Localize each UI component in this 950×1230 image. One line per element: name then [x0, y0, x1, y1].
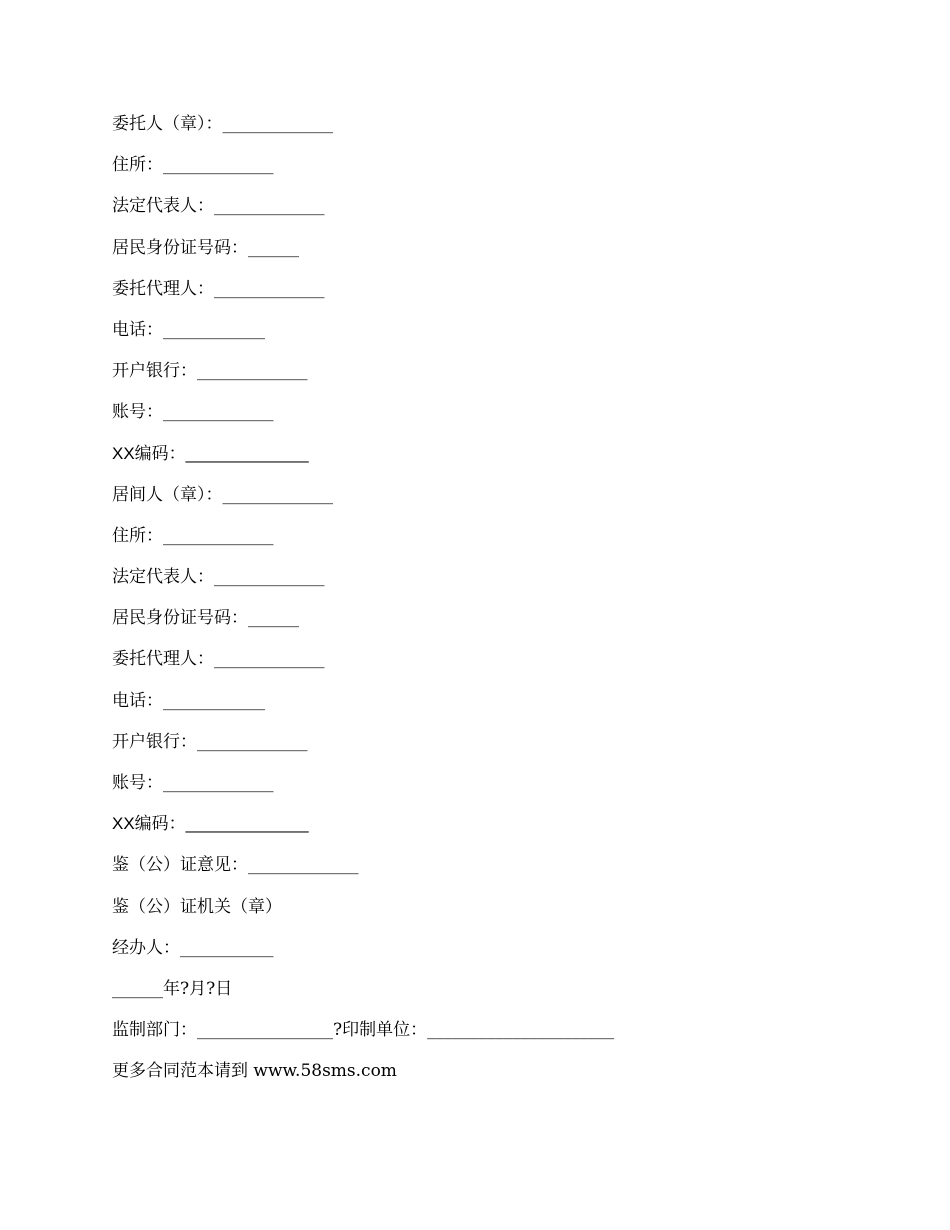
footer-more-templates-line: 更多合同范本请到 www.58sms.com [112, 1061, 397, 1082]
intermediary-code-line: XX编码：_____________ [112, 814, 309, 834]
principal-bank-line: 开户银行：_____________ [112, 361, 308, 382]
intermediary-address-line: 住所：_____________ [112, 525, 274, 546]
intermediary-agent-line: 委托代理人：_____________ [112, 649, 325, 670]
handler-line: 经办人：___________ [112, 937, 274, 958]
principal-address-line: 住所：_____________ [112, 155, 274, 176]
principal-seal-line: 委托人（章）：_____________ [112, 114, 333, 134]
intermediary-bank-line: 开户银行：_____________ [112, 731, 308, 752]
principal-agent-line: 委托代理人：_____________ [112, 278, 325, 299]
date-line: ______年?月?日 [112, 978, 233, 999]
notary-office-line: 鉴（公）证机关（章） [112, 896, 282, 917]
form-lines [112, 109, 912, 1098]
intermediary-id-number-line: 居民身份证号码：______ [112, 608, 299, 629]
intermediary-legal-rep-line: 法定代表人：_____________ [112, 567, 325, 588]
principal-code-line: XX编码：_____________ [112, 443, 309, 463]
intermediary-phone-line: 电话：____________ [112, 690, 265, 711]
principal-phone-line: 电话：____________ [112, 319, 265, 340]
intermediary-account-line: 账号：_____________ [112, 773, 274, 793]
principal-legal-rep-line: 法定代表人：_____________ [112, 196, 325, 217]
intermediary-seal-line: 居间人（章）：_____________ [112, 484, 333, 505]
principal-account-line: 账号：_____________ [112, 402, 274, 423]
notary-opinion-line: 鉴（公）证意见：_____________ [112, 855, 359, 876]
supervision-print-line: 监制部门：________________?印制单位：______________________ [112, 1020, 615, 1041]
principal-id-number-line: 居民身份证号码：______ [112, 237, 299, 258]
